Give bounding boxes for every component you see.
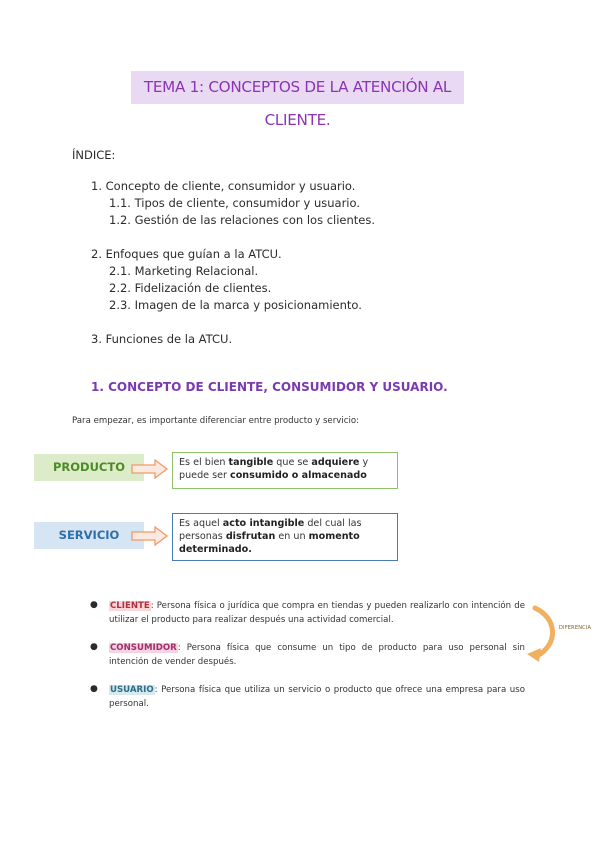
toc-item: 2.1. Marketing Relacional.	[109, 264, 259, 278]
producto-definition	[172, 452, 398, 489]
bullet-icon: ●	[90, 600, 98, 610]
diferencia-note: DIFERENCIA	[559, 625, 592, 631]
def-keyword: disfrutan	[225, 531, 276, 542]
servicio-label: SERVICIO	[34, 522, 144, 549]
section-heading: 1. CONCEPTO DE CLIENTE, CONSUMIDOR Y USUARIO.	[91, 380, 448, 394]
arrow-right-icon	[131, 526, 169, 546]
def-keyword: consumido o almacenado	[230, 470, 367, 481]
curved-arrow-icon	[521, 604, 561, 664]
toc-item: 2.3. Imagen de la marca y posicionamiento.	[109, 298, 362, 312]
toc-item: 1.2. Gestión de las relaciones con los clientes.	[109, 213, 376, 227]
consumidor-text: : Persona física que consume un tipo de producto para uso personal sin intención de vender después.	[109, 643, 525, 667]
def-text: Es aquel	[179, 518, 223, 529]
toc-item: 3. Funciones de la ATCU.	[91, 332, 233, 346]
toc-item: 1. Concepto de cliente, consumidor y usuario.	[91, 179, 356, 193]
def-text: que se	[273, 457, 312, 468]
cliente-definition	[109, 599, 525, 627]
def-keyword: tangible	[228, 457, 274, 468]
index-label: ÍNDICE:	[72, 148, 116, 162]
cliente-term: CLIENTE	[110, 601, 150, 611]
intro-text: Para empezar, es importante diferenciar entre producto y servicio:	[72, 416, 359, 426]
def-keyword: momento determinado.	[179, 531, 360, 555]
def-text: Es el bien	[179, 457, 229, 468]
producto-label: PRODUCTO	[34, 454, 144, 481]
bullet-icon: ●	[90, 642, 98, 652]
title-highlight	[131, 71, 464, 129]
arrow-right-icon	[131, 459, 169, 479]
usuario-term: USUARIO	[110, 685, 154, 695]
def-text: en un	[275, 531, 309, 542]
toc-item: 1.1. Tipos de cliente, consumidor y usuario.	[109, 196, 360, 210]
consumidor-term: CONSUMIDOR	[110, 643, 177, 653]
toc-item: 2.2. Fidelización de clientes.	[109, 281, 272, 295]
page-title: TEMA 1: CONCEPTOS DE LA ATENCIÓN AL CLIENTE.	[143, 78, 452, 129]
def-keyword: acto intangible	[222, 518, 305, 529]
usuario-text: : Persona física que utiliza un servicio o producto que ofrece una empresa para uso personal.	[109, 685, 525, 709]
consumidor-definition	[109, 641, 525, 669]
def-keyword: adquiere	[311, 457, 360, 468]
cliente-text: : Persona física o jurídica que compra en tiendas y pueden realizarlo con intención de utilizar el producto para realizar después una actividad comercial.	[109, 601, 525, 625]
def-text: del cual las personas	[179, 518, 362, 542]
toc-item: 2. Enfoques que guían a la ATCU.	[91, 247, 282, 261]
def-text: y puede ser	[179, 457, 369, 481]
bullet-icon: ●	[90, 684, 98, 694]
servicio-definition	[172, 513, 398, 561]
usuario-definition	[109, 683, 525, 711]
